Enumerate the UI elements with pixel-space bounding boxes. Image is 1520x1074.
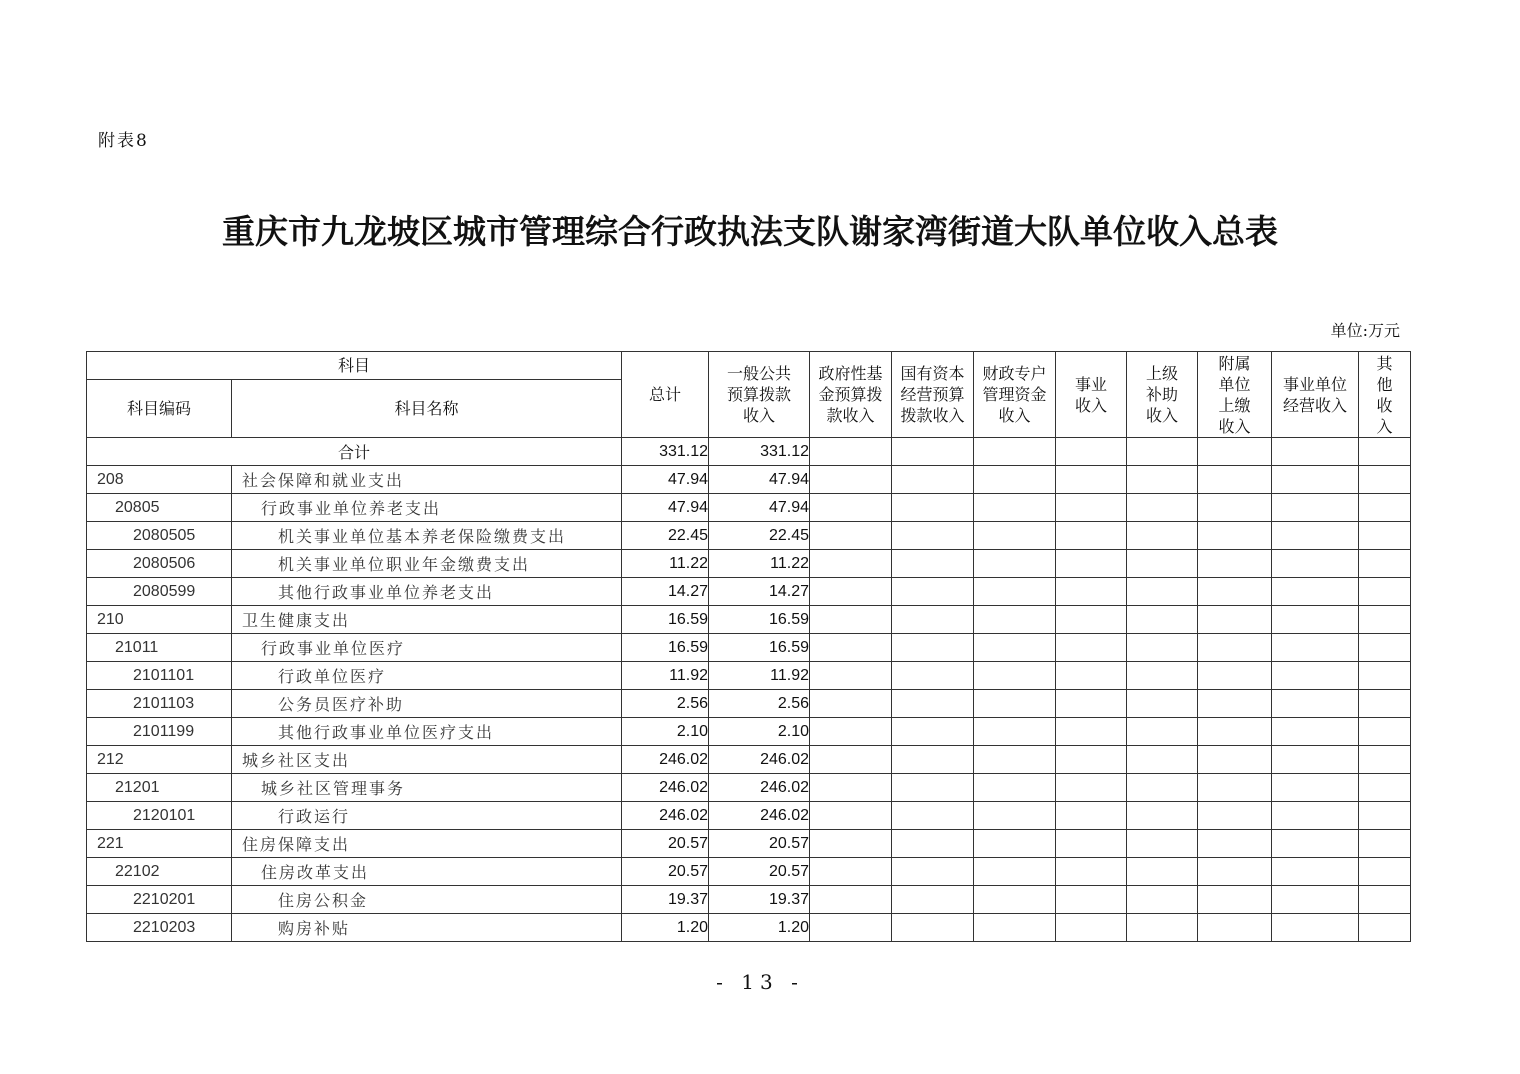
empty-cell xyxy=(810,690,892,718)
row-total: 16.59 xyxy=(622,606,709,634)
row-general-budget: 1.20 xyxy=(709,914,810,942)
empty-cell xyxy=(1272,466,1359,494)
empty-cell xyxy=(1359,606,1411,634)
empty-cell xyxy=(810,886,892,914)
total-general: 331.12 xyxy=(709,438,810,466)
subject-name: 住房改革支出 xyxy=(232,858,622,886)
row-total: 47.94 xyxy=(622,466,709,494)
row-general-budget: 246.02 xyxy=(709,774,810,802)
row-general-budget: 11.22 xyxy=(709,550,810,578)
header-general-budget: 一般公共预算拨款收入 xyxy=(709,352,810,438)
total-row xyxy=(87,438,1411,466)
empty-cell xyxy=(810,494,892,522)
subject-code: 2080599 xyxy=(87,578,232,606)
row-total: 246.02 xyxy=(622,746,709,774)
subject-code: 2101103 xyxy=(87,690,232,718)
empty-cell xyxy=(1359,914,1411,942)
table-row xyxy=(87,606,1411,634)
empty-cell xyxy=(1127,662,1198,690)
empty-cell xyxy=(892,886,974,914)
empty-cell xyxy=(974,802,1056,830)
empty-cell xyxy=(1359,690,1411,718)
empty-cell xyxy=(1198,858,1272,886)
empty-cell xyxy=(1198,802,1272,830)
empty-cell xyxy=(1198,578,1272,606)
subject-name: 其他行政事业单位养老支出 xyxy=(232,578,622,606)
empty-cell xyxy=(1359,886,1411,914)
table-row xyxy=(87,830,1411,858)
subject-code: 22102 xyxy=(87,858,232,886)
empty-cell xyxy=(1198,550,1272,578)
empty-cell xyxy=(1359,774,1411,802)
table-row xyxy=(87,634,1411,662)
empty-cell xyxy=(1198,886,1272,914)
subject-code: 21201 xyxy=(87,774,232,802)
empty-cell xyxy=(892,466,974,494)
header-fiscal-special: 财政专户管理资金收入 xyxy=(974,352,1056,438)
page-number: - 13 - xyxy=(716,970,804,994)
header-business-income: 事业收入 xyxy=(1056,352,1127,438)
empty-cell xyxy=(1272,438,1359,466)
empty-cell xyxy=(1056,746,1127,774)
subject-code: 20805 xyxy=(87,494,232,522)
empty-cell xyxy=(1198,438,1272,466)
empty-cell xyxy=(1127,886,1198,914)
header-code: 科目编码 xyxy=(87,380,232,438)
total-total: 331.12 xyxy=(622,438,709,466)
row-total: 2.10 xyxy=(622,718,709,746)
row-general-budget: 47.94 xyxy=(709,466,810,494)
empty-cell xyxy=(1056,690,1127,718)
empty-cell xyxy=(892,746,974,774)
row-total: 22.45 xyxy=(622,522,709,550)
empty-cell xyxy=(892,578,974,606)
empty-cell xyxy=(1127,802,1198,830)
empty-cell xyxy=(810,718,892,746)
empty-cell xyxy=(1359,578,1411,606)
row-total: 2.56 xyxy=(622,690,709,718)
subject-code: 212 xyxy=(87,746,232,774)
empty-cell xyxy=(974,466,1056,494)
table-row xyxy=(87,466,1411,494)
subject-code: 2120101 xyxy=(87,802,232,830)
header-subject: 科目 xyxy=(87,352,622,380)
empty-cell xyxy=(1198,494,1272,522)
empty-cell xyxy=(1127,634,1198,662)
row-total: 246.02 xyxy=(622,802,709,830)
empty-cell xyxy=(810,550,892,578)
row-total: 1.20 xyxy=(622,914,709,942)
empty-cell xyxy=(1359,550,1411,578)
empty-cell xyxy=(1127,438,1198,466)
empty-cell xyxy=(1198,606,1272,634)
empty-cell xyxy=(892,690,974,718)
empty-cell xyxy=(892,550,974,578)
empty-cell xyxy=(892,522,974,550)
header-other-income: 其他收入 xyxy=(1359,352,1411,438)
row-general-budget: 2.56 xyxy=(709,690,810,718)
header-superior-subsidy: 上级补助收入 xyxy=(1127,352,1198,438)
subject-code: 2080505 xyxy=(87,522,232,550)
table-row xyxy=(87,550,1411,578)
table-row xyxy=(87,690,1411,718)
row-general-budget: 20.57 xyxy=(709,858,810,886)
empty-cell xyxy=(1272,858,1359,886)
empty-cell xyxy=(1272,830,1359,858)
empty-cell xyxy=(1127,550,1198,578)
empty-cell xyxy=(1272,634,1359,662)
empty-cell xyxy=(892,662,974,690)
empty-cell xyxy=(1056,634,1127,662)
empty-cell xyxy=(1272,522,1359,550)
table-row xyxy=(87,858,1411,886)
empty-cell xyxy=(1198,466,1272,494)
empty-cell xyxy=(1127,914,1198,942)
subject-code: 2210203 xyxy=(87,914,232,942)
empty-cell xyxy=(810,662,892,690)
table-row xyxy=(87,746,1411,774)
header-business-operation: 事业单位经营收入 xyxy=(1272,352,1359,438)
empty-cell xyxy=(1056,858,1127,886)
empty-cell xyxy=(1127,522,1198,550)
empty-cell xyxy=(1127,746,1198,774)
empty-cell xyxy=(1359,438,1411,466)
empty-cell xyxy=(1359,858,1411,886)
empty-cell xyxy=(892,634,974,662)
row-general-budget: 47.94 xyxy=(709,494,810,522)
table-row xyxy=(87,886,1411,914)
row-total: 47.94 xyxy=(622,494,709,522)
empty-cell xyxy=(1056,494,1127,522)
empty-cell xyxy=(1272,578,1359,606)
empty-cell xyxy=(1127,858,1198,886)
empty-cell xyxy=(1127,774,1198,802)
subject-code: 2210201 xyxy=(87,886,232,914)
table-row xyxy=(87,802,1411,830)
empty-cell xyxy=(1127,830,1198,858)
empty-cell xyxy=(974,550,1056,578)
empty-cell xyxy=(1272,550,1359,578)
empty-cell xyxy=(974,690,1056,718)
empty-cell xyxy=(1056,466,1127,494)
empty-cell xyxy=(810,830,892,858)
empty-cell xyxy=(1127,690,1198,718)
income-summary-table xyxy=(86,351,1411,942)
empty-cell xyxy=(892,830,974,858)
empty-cell xyxy=(892,606,974,634)
empty-cell xyxy=(1272,606,1359,634)
row-total: 11.22 xyxy=(622,550,709,578)
row-general-budget: 22.45 xyxy=(709,522,810,550)
empty-cell xyxy=(1127,466,1198,494)
empty-cell xyxy=(1198,634,1272,662)
empty-cell xyxy=(974,774,1056,802)
subject-name: 城乡社区支出 xyxy=(232,746,622,774)
empty-cell xyxy=(1127,494,1198,522)
subject-name: 行政事业单位养老支出 xyxy=(232,494,622,522)
row-total: 14.27 xyxy=(622,578,709,606)
empty-cell xyxy=(1198,914,1272,942)
row-total: 20.57 xyxy=(622,830,709,858)
empty-cell xyxy=(810,634,892,662)
empty-cell xyxy=(1198,718,1272,746)
empty-cell xyxy=(974,830,1056,858)
empty-cell xyxy=(1198,662,1272,690)
empty-cell xyxy=(892,494,974,522)
empty-cell xyxy=(1272,774,1359,802)
empty-cell xyxy=(1272,746,1359,774)
row-general-budget: 2.10 xyxy=(709,718,810,746)
subject-name: 社会保障和就业支出 xyxy=(232,466,622,494)
table-row xyxy=(87,662,1411,690)
subject-name: 住房公积金 xyxy=(232,886,622,914)
page-title: 重庆市九龙坡区城市管理综合行政执法支队谢家湾街道大队单位收入总表 xyxy=(222,212,1278,251)
empty-cell xyxy=(1272,886,1359,914)
empty-cell xyxy=(1272,662,1359,690)
appendix-label: 附表8 xyxy=(98,131,149,151)
empty-cell xyxy=(892,802,974,830)
row-total: 11.92 xyxy=(622,662,709,690)
empty-cell xyxy=(974,578,1056,606)
empty-cell xyxy=(810,802,892,830)
table-row xyxy=(87,718,1411,746)
empty-cell xyxy=(1198,522,1272,550)
empty-cell xyxy=(892,858,974,886)
empty-cell xyxy=(1056,718,1127,746)
subject-name: 行政运行 xyxy=(232,802,622,830)
table-row xyxy=(87,522,1411,550)
subject-code: 2080506 xyxy=(87,550,232,578)
empty-cell xyxy=(1127,578,1198,606)
subject-name: 卫生健康支出 xyxy=(232,606,622,634)
table-row xyxy=(87,578,1411,606)
header-affiliated-payment: 附属单位上缴收入 xyxy=(1198,352,1272,438)
row-general-budget: 20.57 xyxy=(709,830,810,858)
empty-cell xyxy=(1056,802,1127,830)
subject-code: 208 xyxy=(87,466,232,494)
empty-cell xyxy=(1359,802,1411,830)
subject-name: 其他行政事业单位医疗支出 xyxy=(232,718,622,746)
table-row xyxy=(87,494,1411,522)
empty-cell xyxy=(974,522,1056,550)
empty-cell xyxy=(974,746,1056,774)
subject-code: 210 xyxy=(87,606,232,634)
empty-cell xyxy=(892,774,974,802)
empty-cell xyxy=(974,718,1056,746)
empty-cell xyxy=(1272,690,1359,718)
empty-cell xyxy=(1359,634,1411,662)
empty-cell xyxy=(1056,830,1127,858)
total-label: 合计 xyxy=(87,438,622,466)
empty-cell xyxy=(1056,438,1127,466)
header-gov-fund: 政府性基金预算拨款收入 xyxy=(810,352,892,438)
empty-cell xyxy=(974,634,1056,662)
subject-code: 2101101 xyxy=(87,662,232,690)
empty-cell xyxy=(1056,522,1127,550)
subject-name: 机关事业单位职业年金缴费支出 xyxy=(232,550,622,578)
empty-cell xyxy=(1198,774,1272,802)
empty-cell xyxy=(1198,746,1272,774)
subject-code: 2101199 xyxy=(87,718,232,746)
empty-cell xyxy=(810,774,892,802)
empty-cell xyxy=(1359,466,1411,494)
empty-cell xyxy=(974,606,1056,634)
empty-cell xyxy=(1056,606,1127,634)
empty-cell xyxy=(1127,718,1198,746)
empty-cell xyxy=(810,858,892,886)
row-total: 16.59 xyxy=(622,634,709,662)
empty-cell xyxy=(810,438,892,466)
empty-cell xyxy=(974,438,1056,466)
subject-code: 221 xyxy=(87,830,232,858)
empty-cell xyxy=(1359,662,1411,690)
empty-cell xyxy=(892,914,974,942)
empty-cell xyxy=(1359,718,1411,746)
empty-cell xyxy=(810,522,892,550)
header-state-capital: 国有资本经营预算拨款收入 xyxy=(892,352,974,438)
empty-cell xyxy=(1198,830,1272,858)
empty-cell xyxy=(1272,494,1359,522)
subject-code: 21011 xyxy=(87,634,232,662)
empty-cell xyxy=(810,914,892,942)
subject-name: 行政事业单位医疗 xyxy=(232,634,622,662)
empty-cell xyxy=(1359,522,1411,550)
row-general-budget: 246.02 xyxy=(709,746,810,774)
subject-name: 城乡社区管理事务 xyxy=(232,774,622,802)
row-general-budget: 16.59 xyxy=(709,634,810,662)
empty-cell xyxy=(892,438,974,466)
empty-cell xyxy=(810,746,892,774)
empty-cell xyxy=(1056,662,1127,690)
empty-cell xyxy=(810,606,892,634)
row-general-budget: 16.59 xyxy=(709,606,810,634)
empty-cell xyxy=(1359,830,1411,858)
empty-cell xyxy=(1056,578,1127,606)
subject-name: 公务员医疗补助 xyxy=(232,690,622,718)
empty-cell xyxy=(1359,494,1411,522)
subject-name: 购房补贴 xyxy=(232,914,622,942)
empty-cell xyxy=(974,858,1056,886)
empty-cell xyxy=(1359,746,1411,774)
row-total: 246.02 xyxy=(622,774,709,802)
empty-cell xyxy=(1056,914,1127,942)
empty-cell xyxy=(1272,718,1359,746)
empty-cell xyxy=(810,578,892,606)
subject-name: 住房保障支出 xyxy=(232,830,622,858)
empty-cell xyxy=(1056,774,1127,802)
header-total: 总计 xyxy=(622,352,709,438)
row-general-budget: 11.92 xyxy=(709,662,810,690)
empty-cell xyxy=(1272,802,1359,830)
table-row xyxy=(87,914,1411,942)
table-row xyxy=(87,774,1411,802)
empty-cell xyxy=(974,662,1056,690)
empty-cell xyxy=(1056,886,1127,914)
row-general-budget: 14.27 xyxy=(709,578,810,606)
subject-name: 机关事业单位基本养老保险缴费支出 xyxy=(232,522,622,550)
empty-cell xyxy=(1272,914,1359,942)
empty-cell xyxy=(1127,606,1198,634)
row-total: 19.37 xyxy=(622,886,709,914)
empty-cell xyxy=(810,466,892,494)
row-total: 20.57 xyxy=(622,858,709,886)
empty-cell xyxy=(1198,690,1272,718)
header-name: 科目名称 xyxy=(232,380,622,438)
empty-cell xyxy=(974,914,1056,942)
row-general-budget: 246.02 xyxy=(709,802,810,830)
unit-label: 单位:万元 xyxy=(1330,321,1400,340)
subject-name: 行政单位医疗 xyxy=(232,662,622,690)
empty-cell xyxy=(1056,550,1127,578)
row-general-budget: 19.37 xyxy=(709,886,810,914)
empty-cell xyxy=(974,494,1056,522)
empty-cell xyxy=(892,718,974,746)
empty-cell xyxy=(974,886,1056,914)
